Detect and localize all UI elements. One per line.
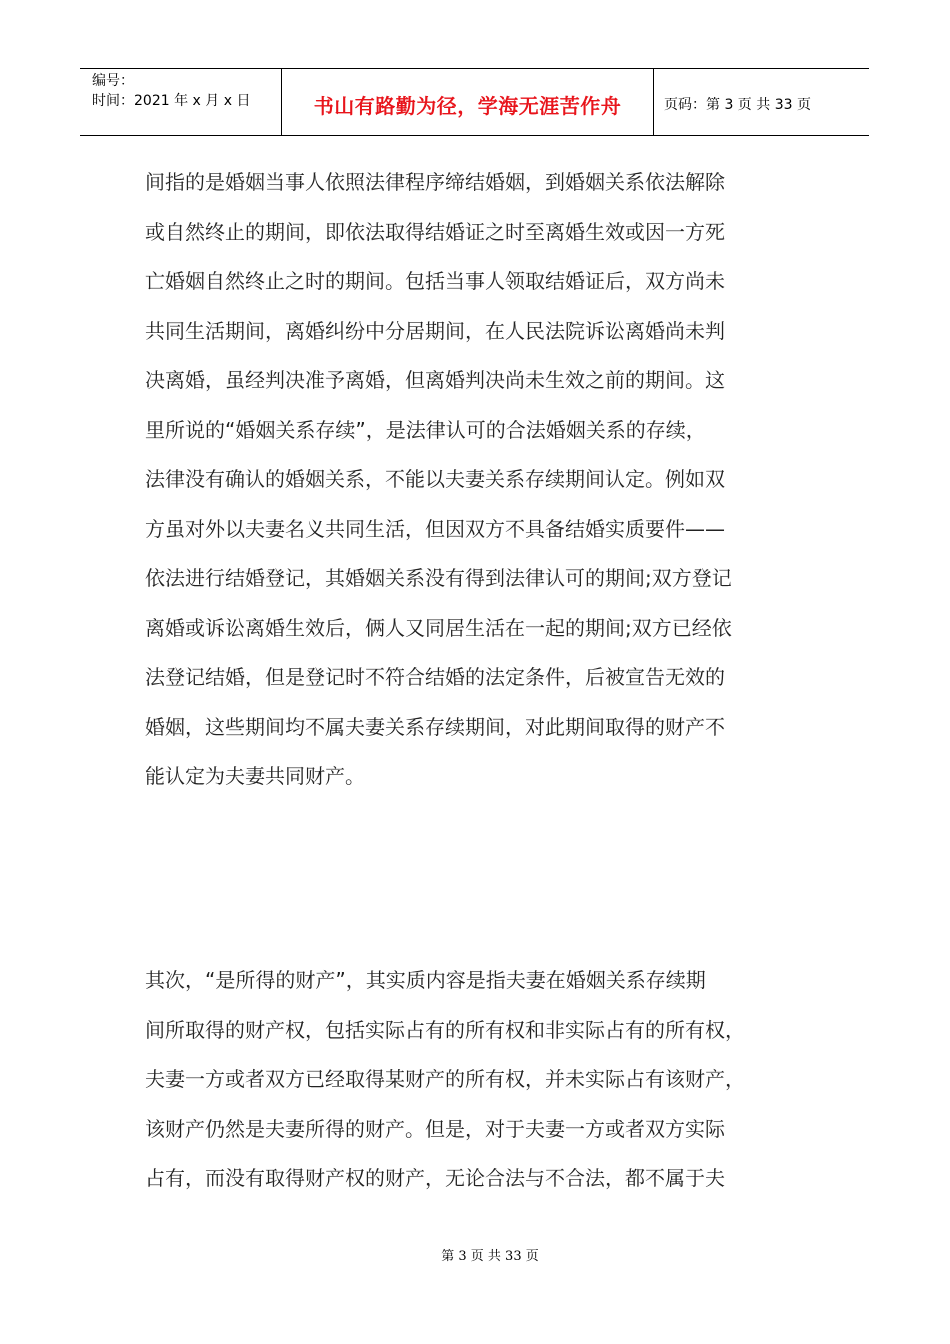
header-motto: 书山有路勤为径，学海无涯苦作舟 (313, 93, 622, 118)
header-motto-cell (282, 69, 654, 135)
text-line: 决离婚，虽经判决准予离婚，但离婚判决尚未生效之前的期间。这 (145, 368, 725, 392)
date-label: 时间：2021 年 x 月 x 日 (92, 93, 251, 109)
text-line: 占有，而没有取得财产权的财产，无论合法与不合法，都不属于夫 (145, 1166, 725, 1190)
header-meta-cell (80, 69, 282, 135)
text-line: 法律没有确认的婚姻关系，不能以夫妻关系存续期间认定。例如双 (145, 467, 725, 491)
text-line: 间所取得的财产权，包括实际占有的所有权和非实际占有的所有权， (145, 1017, 745, 1042)
text-line: 亡婚姻自然终止之时的期间。包括当事人领取结婚证后，双方尚未 (145, 269, 725, 293)
text-line: 该财产仍然是夫妻所得的财产。但是，对于夫妻一方或者双方实际 (145, 1116, 725, 1141)
text-line: 共同生活期间，离婚纠纷中分居期间，在人民法院诉讼离婚尚未判 (145, 318, 725, 343)
document-header (80, 68, 869, 136)
text-line: 能认定为夫妻共同财产。 (145, 764, 365, 788)
header-page-code: 页码：第 3 页 共 33 页 (664, 97, 811, 113)
text-line: 或自然终止的期间，即依法取得结婚证之时至离婚生效或因一方死 (145, 219, 725, 244)
text-line: 其次，“是所得的财产”，其实质内容是指夫妻在婚姻关系存续期 (145, 968, 706, 992)
text-line: 间指的是婚姻当事人依照法律程序缔结婚姻，到婚姻关系依法解除 (145, 170, 725, 194)
text-line: 依法进行结婚登记，其婚姻关系没有得到法律认可的期间;双方登记 (145, 566, 732, 590)
paragraph-2 (145, 956, 815, 1204)
footer-page-number: 第 3 页 共 33 页 (441, 1249, 539, 1264)
text-line: 夫妻一方或者双方已经取得某财产的所有权，并未实际占有该财产， (145, 1067, 745, 1091)
text-line: 法登记结婚，但是登记时不符合结婚的法定条件，后被宣告无效的 (145, 665, 725, 689)
serial-number-label: 编号： (92, 73, 134, 89)
text-line: 里所说的“婚姻关系存续”，是法律认可的合法婚姻关系的存续， (145, 417, 706, 442)
paragraph-1 (145, 158, 815, 802)
text-line: 离婚或诉讼离婚生效后，俩人又同居生活在一起的期间;双方已经依 (145, 615, 732, 640)
header-page-cell (654, 69, 869, 135)
page-footer (0, 1245, 950, 1264)
text-line: 婚姻，这些期间均不属夫妻关系存续期间，对此期间取得的财产不 (145, 714, 725, 739)
text-line: 方虽对外以夫妻名义共同生活，但因双方不具备结婚实质要件—— (145, 516, 725, 541)
